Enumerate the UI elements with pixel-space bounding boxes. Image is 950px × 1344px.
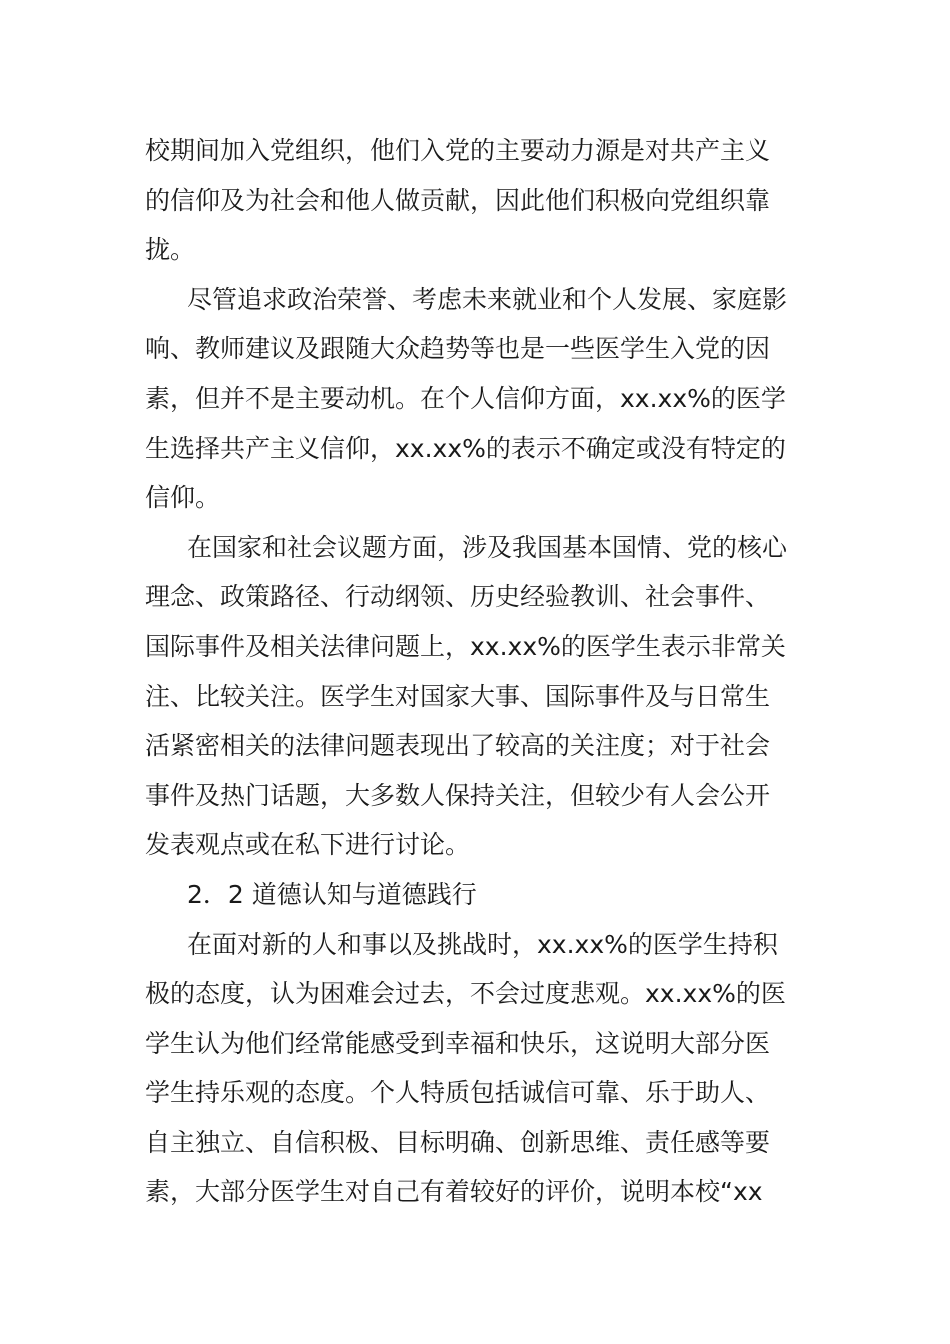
text-line: 素，但并不是主要动机。在个人信仰方面，xx.xx%的医学 — [145, 383, 786, 413]
text-line: 极的态度，认为困难会过去，不会过度悲观。xx.xx%的医 — [145, 979, 786, 1009]
text-line: 发表观点或在私下进行讨论。 — [145, 830, 471, 860]
text-line: 事件及热门话题，大多数人保持关注，但较少有人会公开 — [145, 780, 771, 810]
text-line: 活紧密相关的法律问题表现出了较高的关注度；对于社会 — [145, 731, 771, 761]
text-line: 响、教师建议及跟随大众趋势等也是一些医学生入党的因 — [145, 334, 771, 364]
text-line: 校期间加入党组织，他们入党的主要动力源是对共产主义 — [145, 136, 771, 165]
text-line: 生选择共产主义信仰，xx.xx%的表示不确定或没有特定的 — [145, 433, 786, 463]
text-line: 学生认为他们经常能感受到幸福和快乐，这说明大部分医 — [145, 1028, 771, 1058]
text-line: 拢。 — [145, 235, 196, 265]
section-heading: 2．2 道德认知与道德践行 — [187, 879, 477, 909]
document-body — [145, 126, 805, 1217]
paragraph-first-line: 在面对新的人和事以及挑战时，xx.xx%的医学生持积 — [187, 929, 778, 959]
text-line: 注、比较关注。医学生对国家大事、国际事件及与日常生 — [145, 681, 771, 711]
text-line: 的信仰及为社会和他人做贡献，因此他们积极向党组织靠 — [145, 185, 771, 215]
text-line: 信仰。 — [145, 483, 221, 513]
paragraph-first-line: 在国家和社会议题方面，涉及我国基本国情、党的核心 — [187, 532, 788, 562]
text-line: 国际事件及相关法律问题上，xx.xx%的医学生表示非常关 — [145, 631, 786, 661]
text-line: 理念、政策路径、行动纲领、历史经验教训、社会事件、 — [145, 582, 771, 612]
text-line: 学生持乐观的态度。个人特质包括诚信可靠、乐于助人、 — [145, 1078, 771, 1108]
text-line: 素，大部分医学生对自己有着较好的评价，说明本校“xx — [145, 1177, 763, 1207]
paragraph-first-line: 尽管追求政治荣誉、考虑未来就业和个人发展、家庭影 — [187, 284, 788, 314]
text-line: 自主独立、自信积极、目标明确、创新思维、责任感等要 — [145, 1127, 771, 1157]
